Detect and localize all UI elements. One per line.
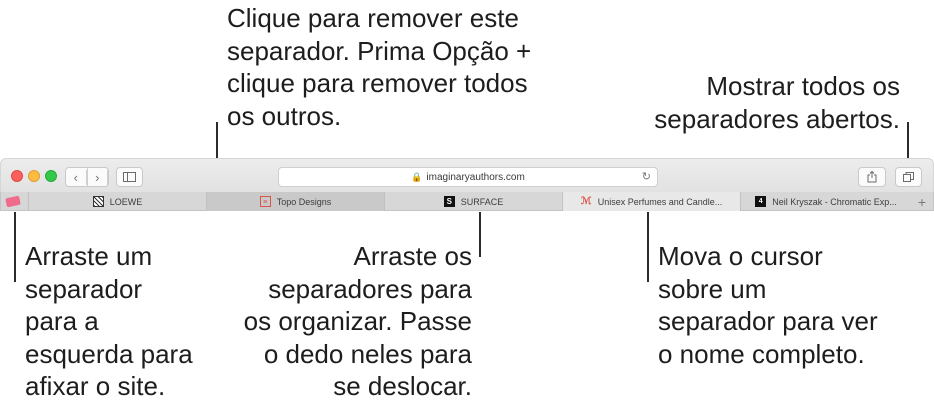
tab-overview-icon [903, 172, 914, 182]
show-all-leader [907, 122, 909, 162]
neil-favicon: 4 [755, 196, 766, 207]
tab-title: Topo Designs [276, 196, 332, 207]
lock-icon: 🔒 [411, 171, 423, 182]
reorder-leader [479, 212, 481, 257]
plus-icon: + [917, 193, 927, 210]
topo-favicon: ≡ [260, 196, 271, 207]
tab-unisex-perfumes[interactable] [562, 192, 740, 211]
sidebar-button[interactable] [116, 167, 143, 187]
perfume-favicon: ℳ [580, 196, 592, 207]
tab-surface[interactable] [384, 192, 562, 211]
tab-title: Unisex Perfumes and Candle... [597, 196, 723, 207]
zoom-window-button[interactable] [45, 170, 57, 182]
pinned-favicon [5, 196, 21, 208]
chevron-left-icon: ‹ [66, 170, 87, 185]
address-text: imaginaryauthors.com [426, 171, 525, 183]
back-forward-group [65, 167, 109, 187]
share-icon [867, 171, 877, 183]
back-button[interactable] [66, 168, 88, 186]
reload-icon[interactable]: ↻ [641, 171, 651, 183]
reorder-tabs-callout: Arraste os separadores para os organizar. Passe o dedo neles para se deslocar. [243, 241, 472, 401]
pin-tab-leader [14, 212, 16, 282]
hover-tab-callout: Mova o cursor sobre um separador para ver o nome completo. [658, 241, 878, 369]
close-window-button[interactable] [11, 170, 23, 182]
chevron-right-icon: › [88, 170, 109, 185]
hover-tab-leader [647, 212, 649, 282]
pin-tab-callout: Arraste um separador para a esquerda para afixar o site. [25, 241, 193, 401]
tab-title: LOEWE [109, 196, 143, 207]
show-all-tabs-button[interactable] [895, 167, 922, 187]
tab-topo-designs[interactable] [206, 192, 384, 211]
show-all-tabs-callout: Mostrar todos os separadores abertos. [654, 71, 900, 134]
share-button[interactable] [858, 167, 886, 187]
close-tab-callout: Clique para remover este separador. Prima Opção + clique para remover todos os outros. [227, 3, 532, 131]
pinned-tab[interactable] [2, 194, 24, 209]
address-bar[interactable] [278, 167, 658, 187]
new-tab-button[interactable] [911, 192, 933, 211]
minimize-window-button[interactable] [28, 170, 40, 182]
tab-neil-kryszak[interactable] [740, 192, 911, 211]
tab-title: SURFACE [460, 196, 504, 207]
tab-loewe[interactable] [28, 192, 206, 211]
tab-title: Neil Kryszak - Chromatic Exp... [772, 196, 897, 207]
loewe-favicon [93, 196, 104, 207]
surface-favicon: S [444, 196, 455, 207]
sidebar-icon [123, 172, 136, 182]
forward-button[interactable] [88, 168, 109, 186]
